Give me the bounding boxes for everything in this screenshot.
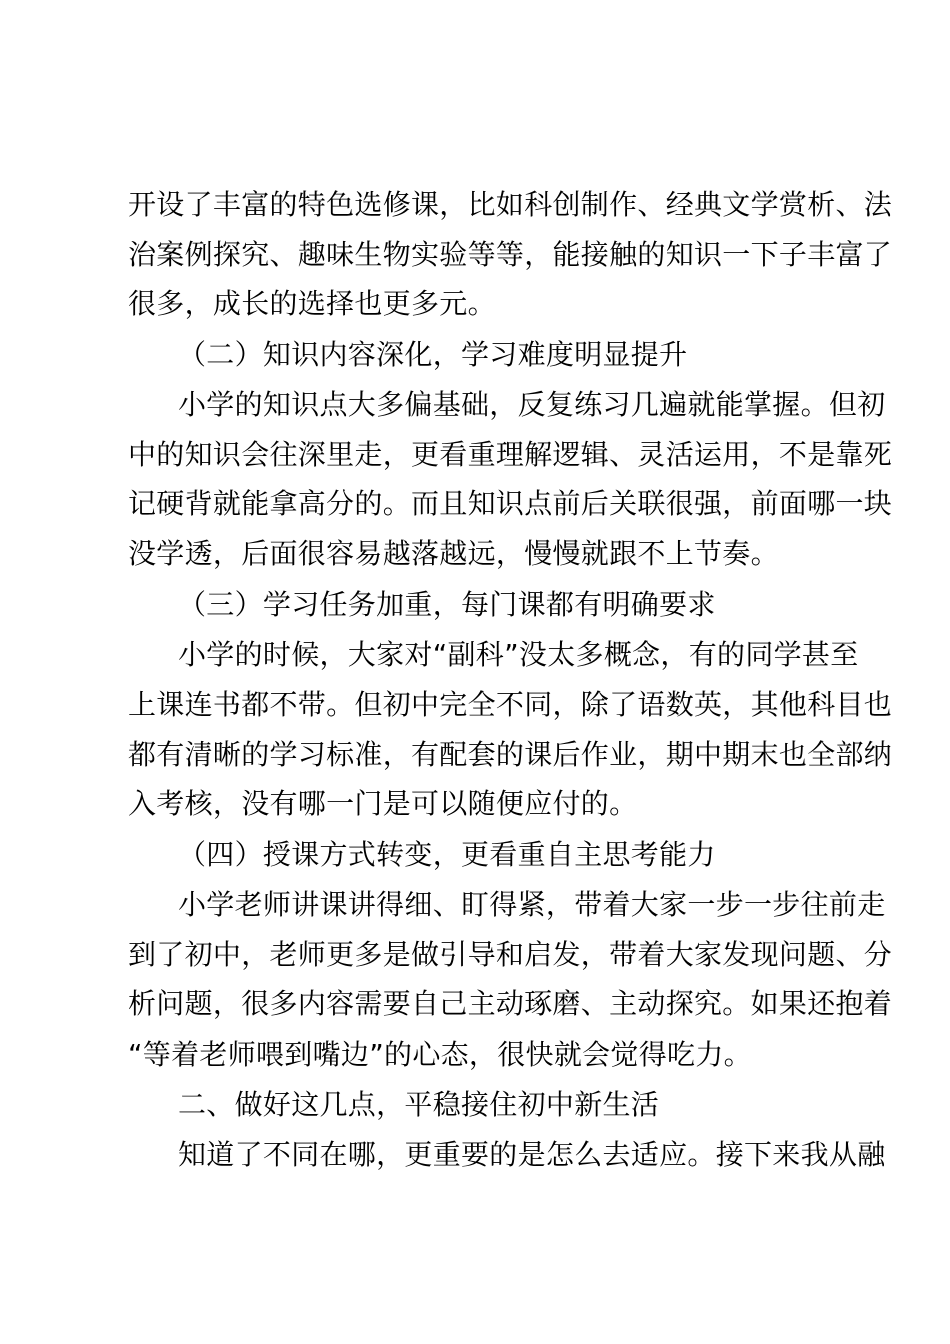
body-text-line: 记硬背就能拿高分的。而且知识点前后关联很强，前面哪一块 [128,487,893,520]
paragraph-first-line: 小学的知识点大多偏基础，反复练习几遍就能掌握。但初 [178,388,886,421]
body-text-line: 都有清晰的学习标准，有配套的课后作业，期中期末也全部纳 [128,738,893,771]
section-heading: （三）学习任务加重，每门课都有明确要求 [178,588,716,621]
body-text-line: 析问题，很多内容需要自己主动琢磨、主动探究。如果还抱着 [128,987,893,1020]
body-text-line: 中的知识会往深里走，更看重理解逻辑、灵活运用，不是靠死 [128,438,893,471]
body-text-line: 开设了丰富的特色选修课，比如科创制作、经典文学赏析、法 [128,188,893,221]
body-text-line: 入考核，没有哪一门是可以随便应付的。 [128,787,638,820]
body-text-line: 到了初中，老师更多是做引导和启发，带着大家发现问题、分 [128,938,893,971]
body-text-line: 很多，成长的选择也更多元。 [128,287,496,320]
section-heading: （四）授课方式转变，更看重自主思考能力 [178,838,716,871]
paragraph-first-line: 小学的时候，大家对“副科”没太多概念，有的同学甚至 [178,638,859,671]
section-heading: （二）知识内容深化，学习难度明显提升 [178,338,688,371]
body-text-line: “等着老师喂到嘴边”的心态，很快就会觉得吃力。 [128,1038,752,1071]
paragraph-first-line: 小学老师讲课讲得细、盯得紧，带着大家一步一步往前走 [178,888,886,921]
body-text-line: 没学透，后面很容易越落越远，慢慢就跟不上节奏。 [128,537,779,570]
chapter-heading: 二、做好这几点，平稳接住初中新生活 [178,1088,660,1121]
body-text-line: 上课连书都不带。但初中完全不同，除了语数英，其他科目也 [128,688,893,721]
paragraph-first-line: 知道了不同在哪，更重要的是怎么去适应。接下来我从融 [178,1138,886,1171]
body-text-line: 治案例探究、趣味生物实验等等，能接触的知识一下子丰富了 [128,238,893,271]
